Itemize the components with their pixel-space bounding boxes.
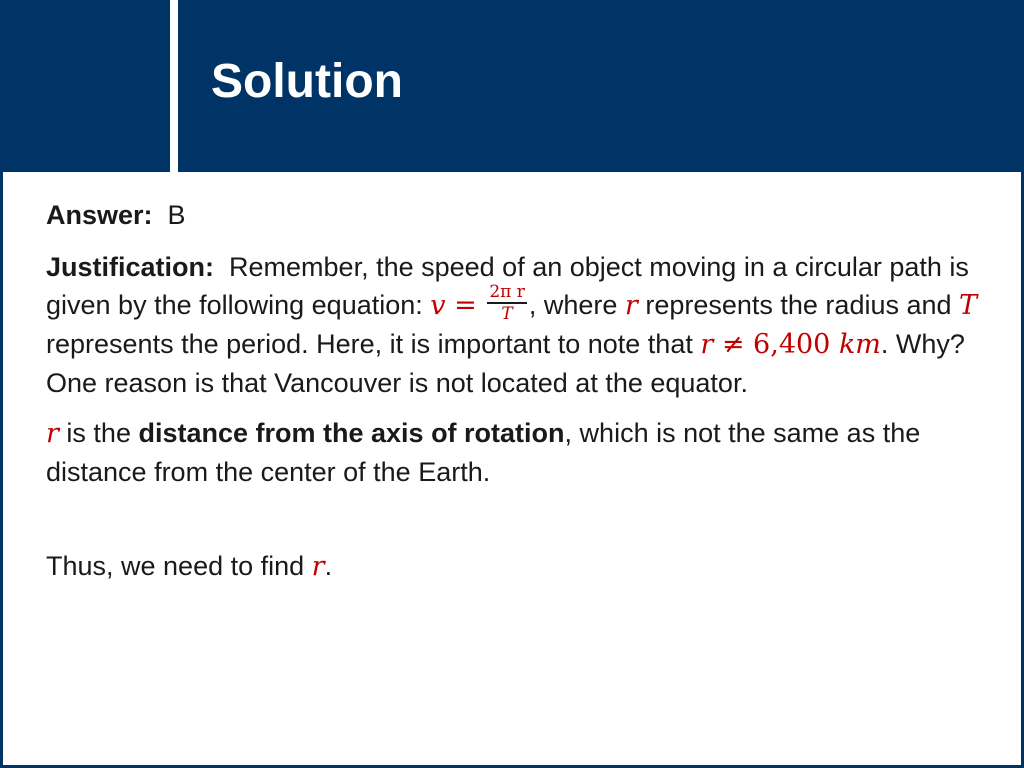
answer-label: Answer: [46, 200, 153, 230]
fraction-numerator: 2π r [489, 281, 525, 302]
slide-header [0, 0, 1024, 172]
r-note-bold: distance from the axis of rotation [138, 418, 565, 448]
r-note-text-1: is the [58, 418, 139, 448]
justification-text-3: represents the radius and [637, 290, 960, 320]
content-body [46, 196, 986, 586]
conclusion-end: . [324, 551, 333, 581]
r-note-variable: r [46, 418, 59, 449]
r-note-text-2: , which is not the same as the distance from the center of the Earth. [46, 418, 921, 487]
conclusion-text: Thus, we need to find [46, 551, 312, 581]
conclusion-variable: r [311, 551, 325, 582]
inequality-value: ≠ 6,400 [713, 329, 839, 360]
slide-title: Solution [211, 55, 403, 108]
justification-label: Justification: [46, 252, 215, 282]
justification-text-4: represents the period. Here, it is important to note that [46, 329, 701, 359]
answer-value: B [167, 200, 186, 230]
justification-paragraph [46, 248, 986, 402]
justification-text-1: Remember, the speed of an object moving in a circular path is given by the following equation: [46, 252, 969, 320]
inequality-r: r [700, 329, 714, 360]
r-note-paragraph [46, 414, 986, 491]
justification-text-2: , where [528, 290, 625, 320]
variable-r: r [624, 290, 638, 321]
inequality-unit: km [838, 329, 881, 360]
header-divider [170, 0, 178, 172]
fraction-denominator: T [501, 303, 513, 324]
variable-T: T [959, 290, 978, 321]
equation-equals: = [445, 290, 486, 321]
answer-line [46, 196, 986, 234]
justification-text-5: . Why? One reason is that Vancouver is not located at the equator. [46, 329, 965, 398]
equation-v: v [430, 290, 446, 321]
conclusion-paragraph [46, 547, 986, 586]
equation-fraction [487, 282, 527, 324]
